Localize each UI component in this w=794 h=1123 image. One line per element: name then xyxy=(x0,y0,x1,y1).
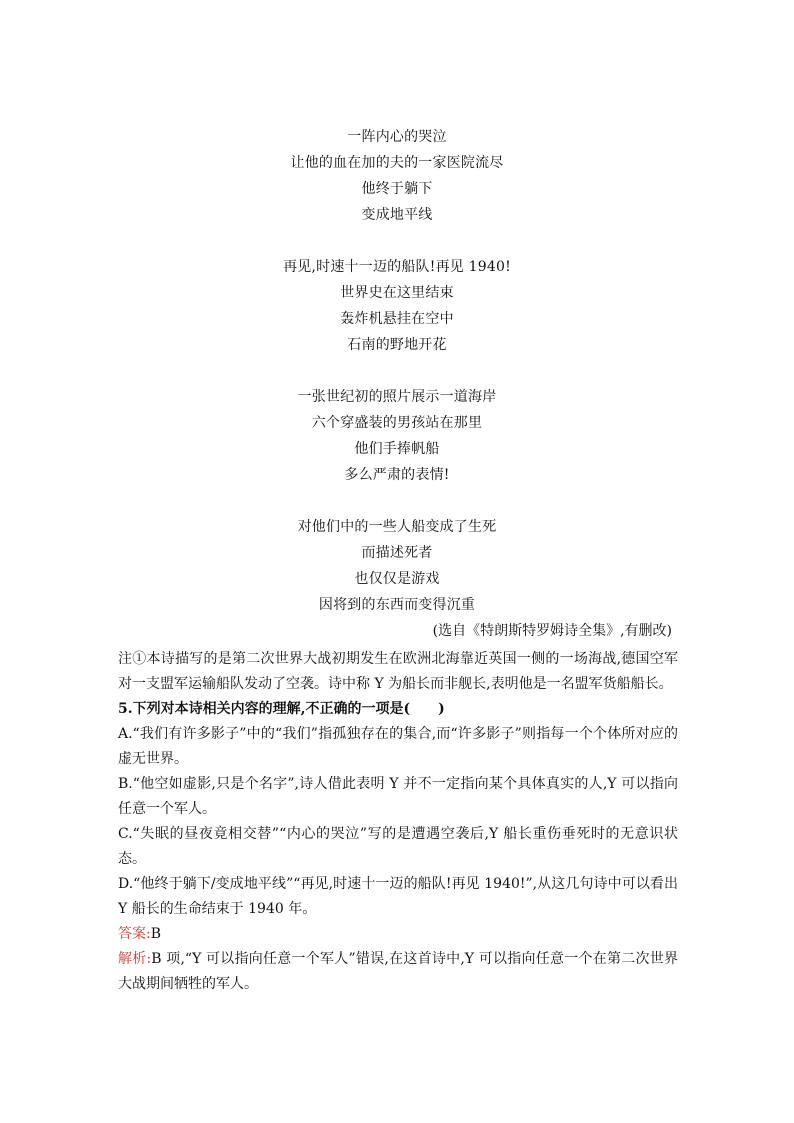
poem-stanza-4 xyxy=(0,514,794,618)
question-stem: 5.下列对本诗相关内容的理解,不正确的一项是( ) xyxy=(118,701,445,717)
poem-line: 世界史在这里结束 xyxy=(340,285,454,301)
poem-stanza-1 xyxy=(0,124,794,228)
poem-line: 一张世纪初的照片展示一道海岸 xyxy=(297,389,497,405)
poem-line: 他终于躺下 xyxy=(361,181,433,197)
poem-source: (选自《特朗斯特罗姆诗全集》,有删改) xyxy=(432,623,672,639)
poem-note: 注①本诗描写的是第二次世界大战初期发生在欧洲北海靠近英国一侧的一场海战,德国空军对一支盟军运输船队发动了空袭。诗中称 Y 为船长而非舰长,表明他是一名盟军货船船长。 xyxy=(118,651,678,692)
poem-line: 多么严肃的表情! xyxy=(344,467,450,483)
analysis xyxy=(118,947,678,997)
poem-line: 因将到的东西而变得沉重 xyxy=(318,597,476,613)
poem-line: 再见,时速十一迈的船队!再见 1940! xyxy=(283,259,511,275)
poem-line: 对他们中的一些人船变成了生死 xyxy=(297,519,497,535)
poem-line: 他们手捧帆船 xyxy=(354,441,440,457)
poem-stanza-3 xyxy=(0,384,794,488)
poem-line: 也仅仅是游戏 xyxy=(354,571,440,587)
option-a: A.“我们有许多影子”中的“我们”指孤独存在的集合,而“许多影子”则指每一个个体所对应的虚无世界。 xyxy=(118,726,678,767)
poem-line: 变成地平线 xyxy=(361,207,433,223)
poem-line: 六个穿盛装的男孩站在那里 xyxy=(311,415,483,431)
poem-line: 而描述死者 xyxy=(361,545,433,561)
poem-line: 石南的野地开花 xyxy=(347,337,447,353)
poem-line: 让他的血在加的夫的一家医院流尽 xyxy=(290,155,504,171)
analysis-text: B 项,“Y 可以指向任意一个军人”错误,在这首诗中,Y 可以指向任意一个在第二次世界大战期间牺牲的军人。 xyxy=(118,951,678,992)
option-b: B.“他空如虚影,只是个名字”,诗人借此表明 Y 并不一定指向某个具体真实的人,Y 可以指向任意一个军人。 xyxy=(118,776,678,817)
answer-value: B xyxy=(150,926,162,942)
answer xyxy=(118,922,678,947)
poem-line: 一阵内心的哭泣 xyxy=(347,129,447,145)
poem-line: 轰炸机悬挂在空中 xyxy=(340,311,454,327)
option-d: D.“他终于躺下/变成地平线”“再见,时速十一迈的船队!再见 1940!”,从这几句诗中可以看出 Y 船长的生命结束于 1940 年。 xyxy=(118,876,678,917)
poem xyxy=(0,124,794,618)
option-c: C.“失眠的昼夜竟相交替”“内心的哭泣”写的是遭遇空袭后,Y 船长重伤垂死时的无意识状态。 xyxy=(118,826,678,867)
poem-stanza-2 xyxy=(0,254,794,358)
question-section xyxy=(118,647,678,997)
answer-label: 答案: xyxy=(118,926,151,942)
analysis-label: 解析: xyxy=(118,951,152,967)
